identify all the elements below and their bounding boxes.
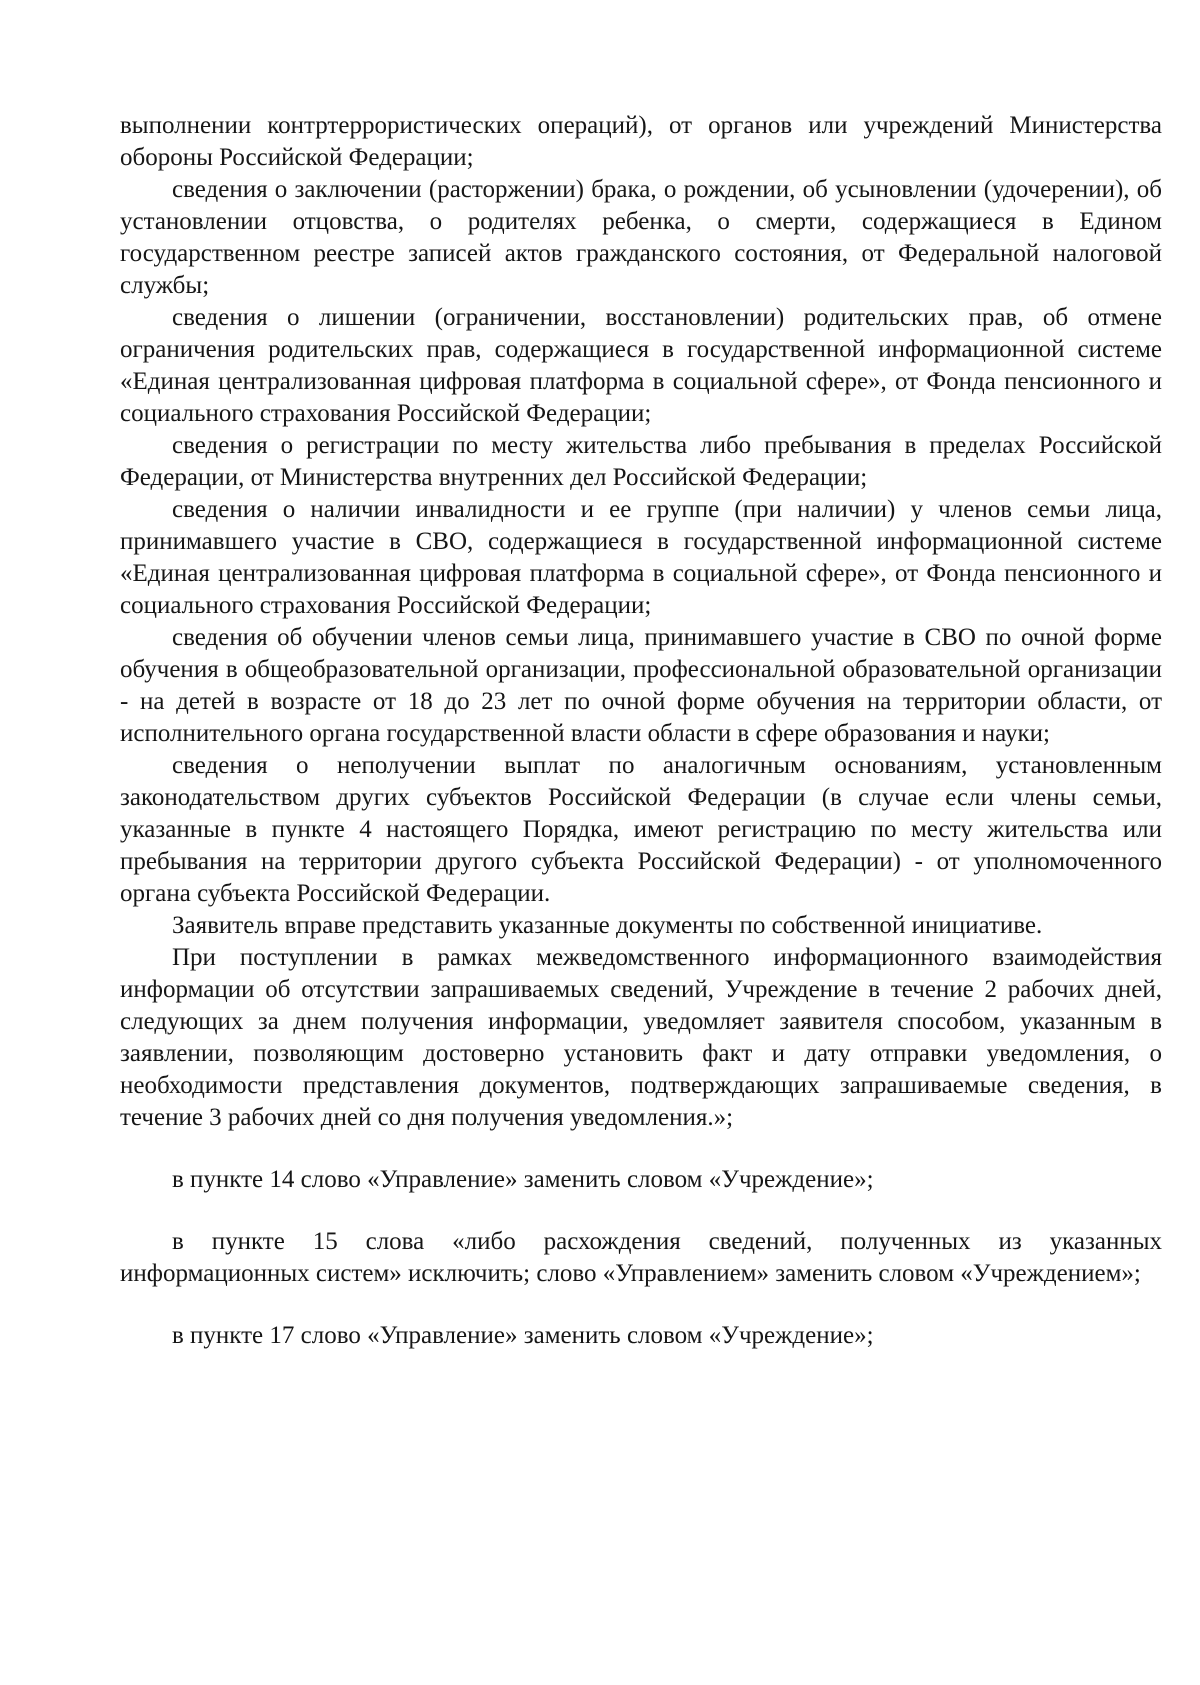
paragraph-spacer (120, 1196, 1162, 1226)
paragraph-parental-rights: сведения о лишении (ограничении, восстановлении) родительских прав, об отмене ограничения родительских прав, содержащиеся в государственной информационной системе «Единая централизованная цифровая платформа в социальной сфере», от Фонда пенсионного и социального страхования Российской Федерации; (120, 304, 1162, 427)
paragraph-non-receipt-payments: сведения о неполучении выплат по аналогичным основаниям, установленным законодательством других субъектов Российской Федерации (в случае если члены семьи, указанные в пункте 4 настоящего Порядка, имеют регистрацию по месту жительства или пребывания на территории другого субъекта Российской Федерации) - от уполномоченного органа субъекта Российской Федерации. (120, 752, 1162, 907)
paragraph-marriage-birth-records: сведения о заключении (расторжении) брака, о рождении, об усыновлении (удочерении), об установлении отцовства, о родителях ребенка, о смерти, содержащиеся в Едином государственном реестре записей актов гражданского состояния, от Федеральной налоговой службы; (120, 176, 1162, 299)
paragraph-interagency-info: При поступлении в рамках межведомственного информационного взаимодействия информации об отсутствии запрашиваемых сведений, Учреждение в течение 2 рабочих дней, следующих за днем получения информации, уведомляет заявителя способом, указанным в заявлении, позволяющим достоверно установить факт и дату отправки уведомления, о необходимости представления документов, подтверждающих запрашиваемые сведения, в течение 3 рабочих дней со дня получения уведомления.»; (120, 944, 1162, 1131)
paragraph-education: сведения об обучении членов семьи лица, принимавшего участие в СВО по очной форме обучения в общеобразовательной организации, профессиональной образовательной организации - на детей в возрасте от 18 до 23 лет по очной форме обучения на территории области, от исполнительного органа государственной власти области в сфере образования и науки; (120, 624, 1162, 747)
paragraph-continuation: выполнении контртеррористических операций), от органов или учреждений Министерства обороны Российской Федерации; (120, 112, 1162, 171)
document-body (120, 110, 1162, 1352)
paragraph-spacer (120, 1290, 1162, 1320)
paragraph-spacer (120, 1134, 1162, 1164)
paragraph-item-14: в пункте 14 слово «Управление» заменить словом «Учреждение»; (172, 1166, 874, 1193)
paragraph-disability: сведения о наличии инвалидности и ее группе (при наличии) у членов семьи лица, принимавшего участие в СВО, содержащиеся в государственной информационной системе «Единая централизованная цифровая платформа в социальной сфере», от Фонда пенсионного и социального страхования Российской Федерации; (120, 496, 1162, 619)
paragraph-item-15: в пункте 15 слова «либо расхождения сведений, полученных из указанных информационных систем» исключить; слово «Управлением» заменить словом «Учреждением»; (120, 1228, 1162, 1287)
paragraph-applicant-right: Заявитель вправе представить указанные документы по собственной инициативе. (172, 912, 1043, 939)
paragraph-item-17: в пункте 17 слово «Управление» заменить словом «Учреждение»; (172, 1322, 874, 1349)
paragraph-registration: сведения о регистрации по месту жительства либо пребывания в пределах Российской Федерации, от Министерства внутренних дел Российской Федерации; (120, 432, 1162, 491)
